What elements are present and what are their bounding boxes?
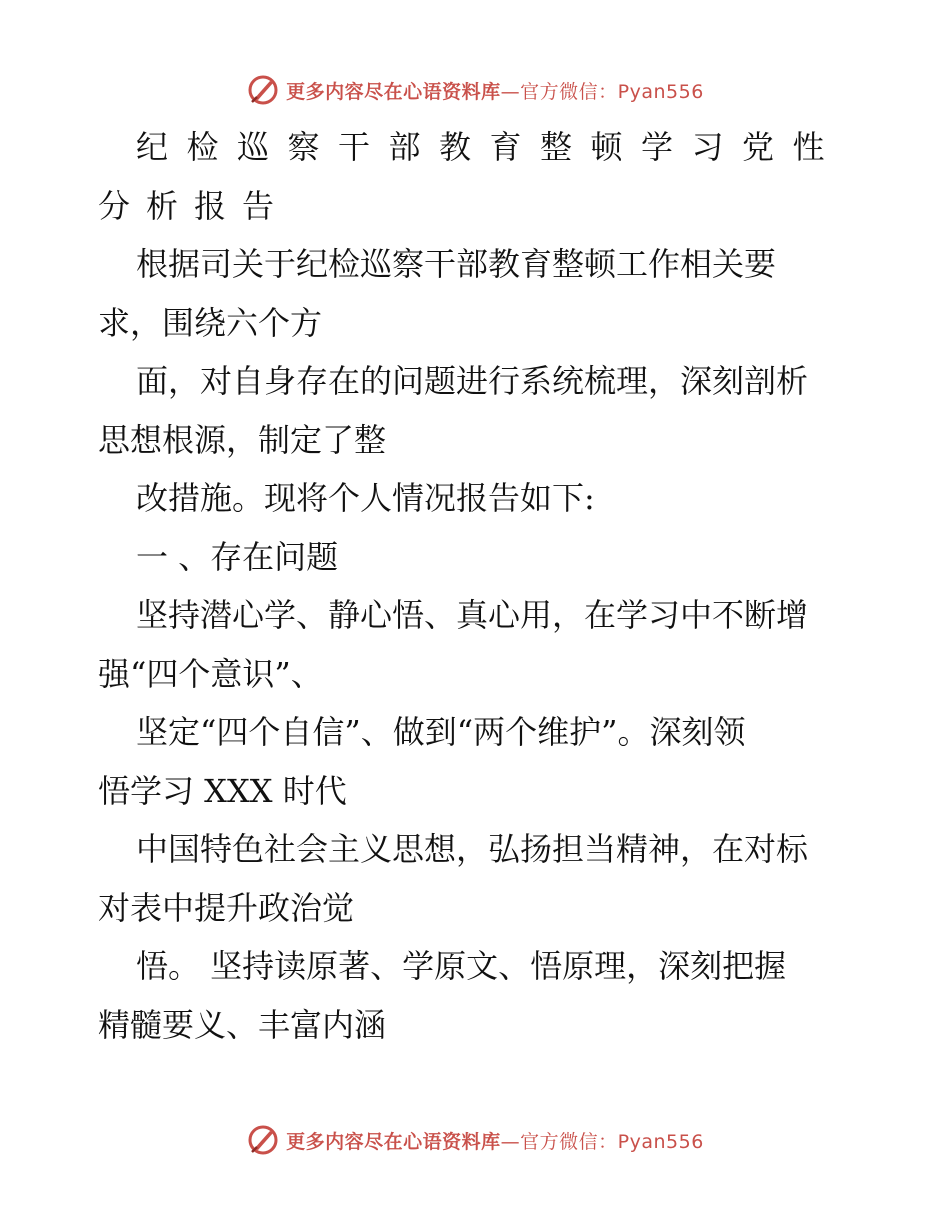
footer-watermark bbox=[0, 1120, 950, 1160]
document-body bbox=[98, 118, 858, 1054]
paragraph-line: 精髓要义、丰富内涵 bbox=[98, 1005, 387, 1044]
document-title-line: 纪检巡察干部教育整顿学习党性 bbox=[136, 128, 844, 166]
paragraph-line: 悟学习 XXX 时代 bbox=[98, 771, 347, 810]
quill-logo-icon bbox=[246, 1123, 280, 1157]
document-title-line: 分析报告 bbox=[98, 186, 291, 225]
paragraph-line: 中国特色社会主义思想，弘扬担当精神，在对标 bbox=[136, 830, 809, 868]
watermark-text bbox=[286, 77, 704, 104]
watermark-text bbox=[286, 1127, 704, 1154]
watermark-wechat: 官方微信：Pyan556 bbox=[520, 80, 704, 103]
paragraph-line: 坚定“四个自信”、做到“两个维护”。深刻领 bbox=[136, 713, 746, 751]
watermark-wechat: 官方微信：Pyan556 bbox=[520, 1130, 704, 1153]
watermark-brand: 更多内容尽在心语资料库 bbox=[286, 80, 501, 103]
watermark-dash: — bbox=[500, 80, 521, 103]
paragraph-line: 坚持潜心学、静心悟、真心用，在学习中不断增 bbox=[136, 596, 809, 634]
paragraph-line: 悟。 坚持读原著、学原文、悟原理，深刻把握 bbox=[136, 947, 787, 985]
paragraph-line: 面，对自身存在的问题进行系统梳理，深刻剖析 bbox=[136, 362, 809, 400]
quill-logo-icon bbox=[246, 73, 280, 107]
paragraph-line: 思想根源，制定了整 bbox=[98, 420, 387, 459]
paragraph-line: 强“四个意识”、 bbox=[98, 654, 323, 693]
paragraph-line: 一 、存在问题 bbox=[136, 537, 339, 576]
watermark-dash: — bbox=[500, 1130, 521, 1153]
paragraph-line: 求，围绕六个方 bbox=[98, 303, 323, 342]
paragraph-line: 根据司关于纪检巡察干部教育整顿工作相关要 bbox=[136, 245, 777, 283]
paragraph-line: 改措施。现将个人情况报告如下: bbox=[136, 479, 595, 517]
watermark-brand: 更多内容尽在心语资料库 bbox=[286, 1130, 501, 1153]
paragraph-line: 对表中提升政治觉 bbox=[98, 888, 355, 927]
header-watermark bbox=[0, 70, 950, 110]
